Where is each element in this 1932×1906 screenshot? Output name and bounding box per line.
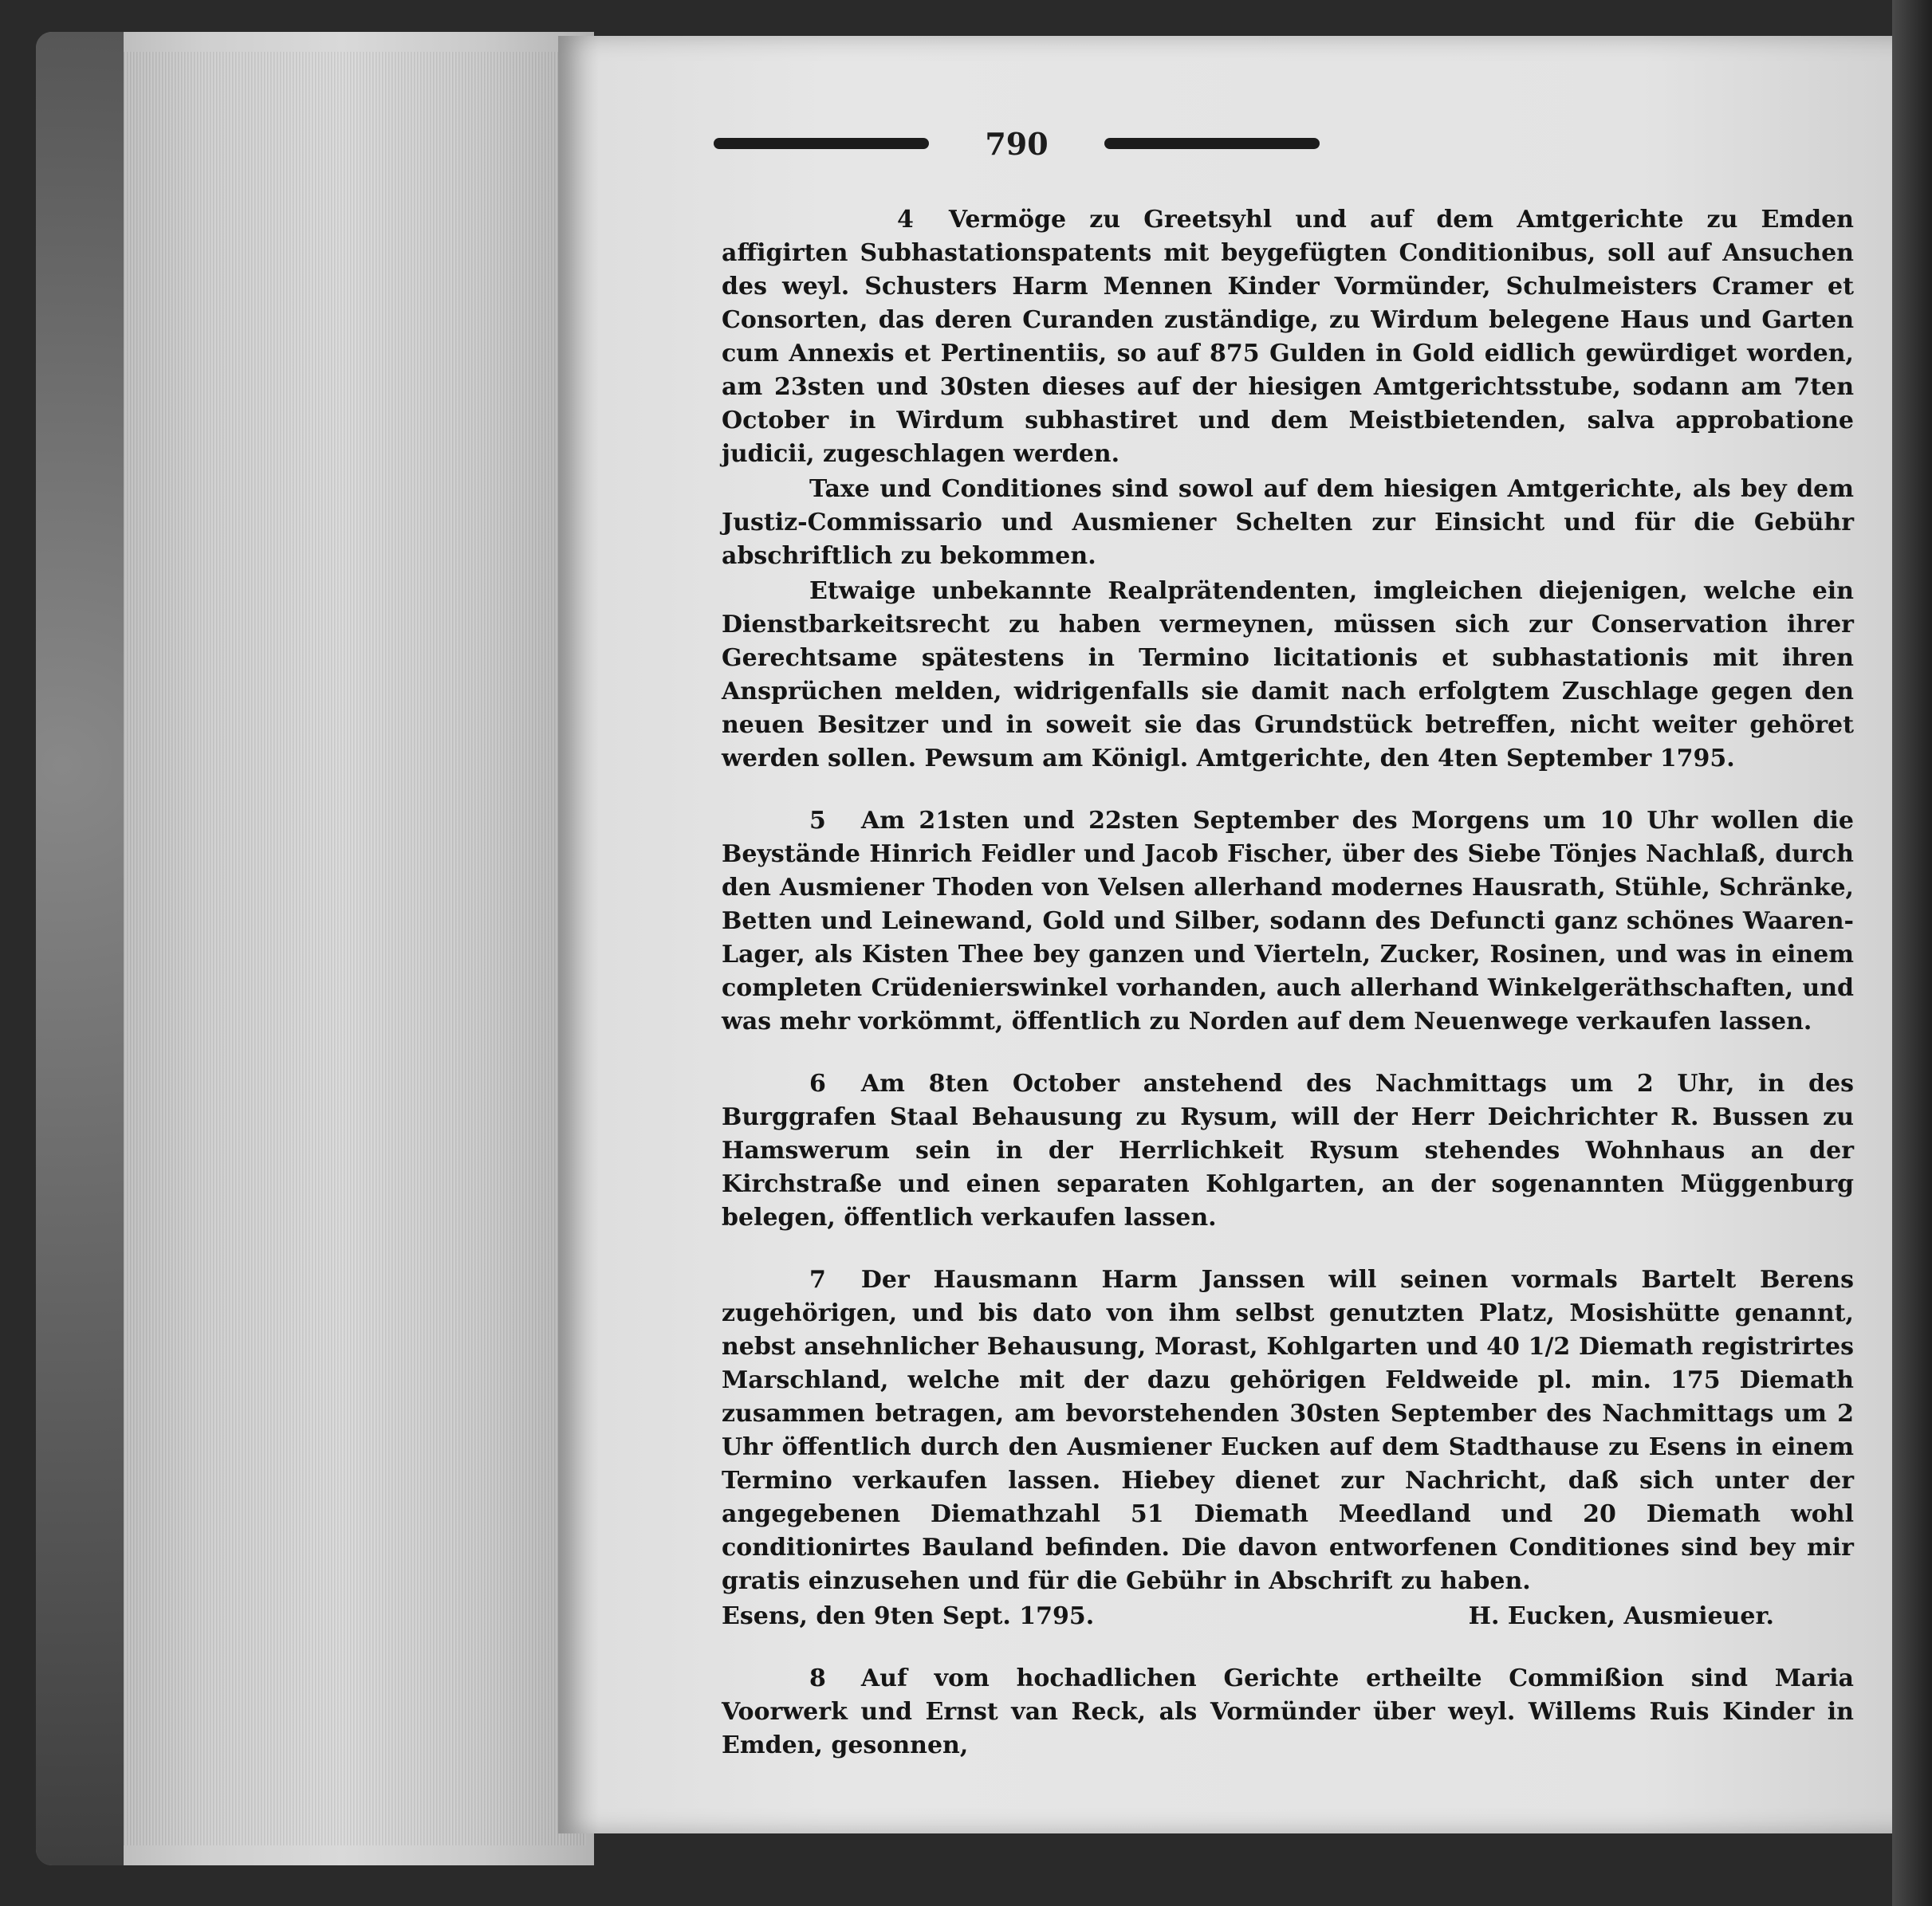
notice-number: 8 — [809, 1664, 826, 1692]
notice-5 — [722, 804, 1854, 1039]
notice-text: Auf vom hochadlichen Gerichte ertheilte Commißion sind Maria Voorwerk und Ernst van Reck, als Vormünder über weyl. Willems Ruis Kinder in Emden, gesonnen, — [722, 1664, 1854, 1759]
notice-text: Am 21sten und 22sten September des Morgens um 10 Uhr wollen die Beystände Hinrich Feidler und Jacob Fischer, über des Siebe Tönjes Nachlaß, durch den Ausmiener Thoden von Velsen allerhand modernes Hausrath, Stühle, Schränke, Betten und Leinewand, Gold und Silber, sodann des Defuncti ganz schönes Waaren-Lager, als Kisten Thee bey ganzen und Vierteln, Zucker, Rosinen, und was in einem completen Crüdenierswinkel vorhanden, auch allerhand Winkelgeräthschaften, und was mehr vorkömmt, öffentlich zu Norden auf dem Neuenwege verkaufen lassen. — [722, 807, 1854, 1036]
notice-text: Vermöge zu Greetsyhl und auf dem Amtgerichte zu Emden affigirten Subhastationspatents mit beygefügten Conditionibus, soll auf Ansuchen des weyl. Schusters Harm Mennen Kinder Vormünder, Schulmeisters Cramer et Consorten, das deren Curanden zuständige, zu Wirdum belegene Haus und Garten cum Annexis et Pertinentiis, so auf 875 Gulden in Gold eidlich gewürdiget worden, am 23sten und 30sten dieses auf der hiesigen Amtgerichtsstube, sodann am 7ten October in Wirdum subhastiret und dem Meistbietenden, salva approbatione judicii, zugeschlagen werden. — [722, 206, 1854, 468]
notice-7 — [722, 1263, 1854, 1598]
book-cover — [36, 32, 124, 1865]
page-header — [443, 125, 1591, 162]
notice-4-taxe — [722, 473, 1854, 573]
notice-text: Der Hausmann Harm Janssen will seinen vormals Bartelt Berens zugehörigen, und bis dato von ihm selbst genutzten Platz, Mosishütte genannt, nebst ansehnlicher Behausung, Morast, Kohlgarten und 40 1/2 Diemath registrirtes Marschland, welche mit der dazu gehörigen Feldweide pl. min. 175 Diemath zusammen betragen, am bevorstehenden 30sten September des Nachmittags um 2 Uhr öffentlich durch den Ausmiener Eucken auf dem Stadthause zu Esens in einem Termino verkaufen lassen. Hiebey dienet zur Nachricht, daß sich unter der angegebenen Diemathzahl 51 Diemath Meedland und 20 Diemath wohl conditionirtes Bauland befinden. Die davon entworfenen Conditiones sind bey mir gratis einzusehen und für die Gebühr in Abschrift zu haben. — [722, 1266, 1854, 1595]
notice-6 — [722, 1067, 1854, 1235]
notice-4 — [722, 203, 1854, 471]
signature-line — [722, 1600, 1854, 1633]
signature-name: H. Eucken, Ausmieuer. — [1468, 1602, 1774, 1630]
notice-text: Etwaige unbekannte Realprätendenten, imgleichen diejenigen, welche ein Dienstbarkeitsrecht zu haben vermeynen, müssen sich zur Conservation ihrer Gerechtsame spätestens in Termino licitationis et subhastationis mit ihren Ansprüchen melden, widrigenfalls sie damit nach erfolgtem Zuschlage gegen den neuen Besitzer und in soweit sie das Grundstück betreffen, nicht weiter gehöret werden sollen. Pewsum am Königl. Amtgerichte, den 4ten September 1795. — [722, 577, 1854, 772]
notice-number: 4 — [897, 206, 914, 234]
notice-number: 5 — [809, 807, 826, 835]
notice-number: 6 — [809, 1070, 826, 1098]
notice-text: Taxe und Conditiones sind sowol auf dem hiesigen Amtgerichte, als bey dem Justiz-Commissario und Ausmiener Schelten zur Einsicht und für die Gebühr abschriftlich zu bekommen. — [722, 475, 1854, 570]
book-page-edges — [36, 32, 594, 1865]
page-text — [722, 203, 1854, 1764]
header-rule-right — [1104, 138, 1320, 149]
header-rule-left — [714, 138, 929, 149]
notice-8 — [722, 1662, 1854, 1763]
notice-4-claims — [722, 575, 1854, 776]
signature-place-date: Esens, den 9ten Sept. 1795. — [722, 1602, 1095, 1630]
page-edge-texture — [124, 52, 586, 1845]
notice-text: Am 8ten October anstehend des Nachmittags um 2 Uhr, in des Burggrafen Staal Behausung zu Rysum, will der Herr Deichrichter R. Bussen zu Hamswerum sein in der Herrlichkeit Rysum stehendes Wohnhaus an der Kirchstraße und einen separaten Kohlgarten, an der sogenannten Müggenburg belegen, öffentlich verkaufen lassen. — [722, 1070, 1854, 1232]
page-number: 790 — [985, 125, 1049, 162]
notice-number: 7 — [809, 1266, 826, 1294]
dark-margin — [1892, 0, 1932, 1906]
